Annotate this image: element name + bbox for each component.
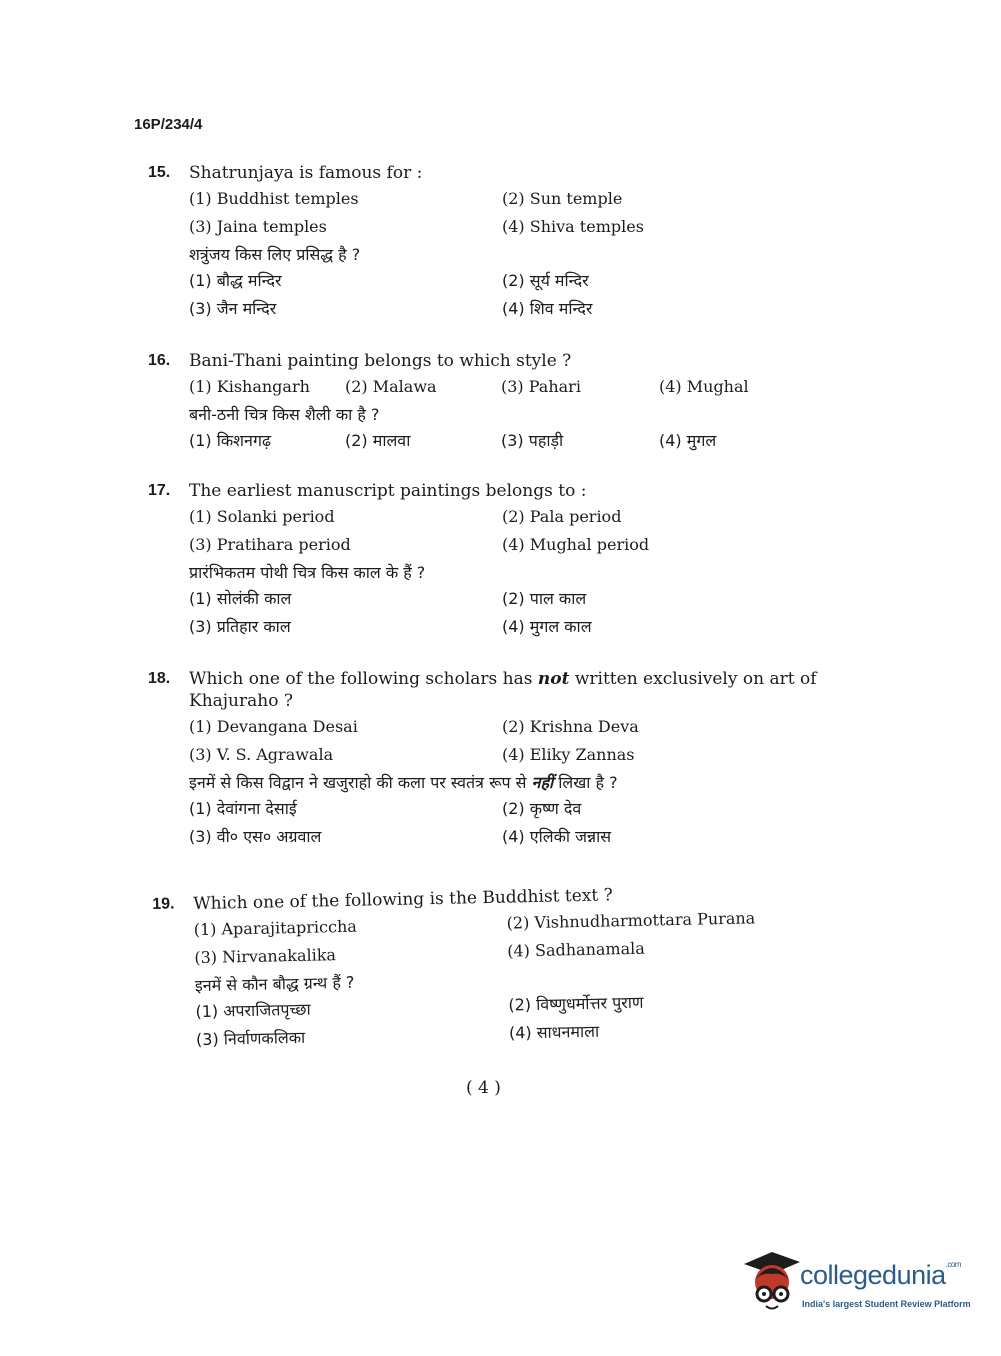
question-number: 16. <box>148 352 171 369</box>
option-4-hi: (4) एलिकी जन्नास <box>502 827 612 846</box>
question-number: 15. <box>148 164 171 181</box>
question-15 <box>148 162 818 320</box>
option-4-hi: (4) साधनमाला <box>508 1021 600 1043</box>
option-2-en: (2) Vishnudharmottara Purana <box>506 908 756 933</box>
option-3-hi: (3) प्रतिहार काल <box>189 617 291 636</box>
option-3-hi: (3) जैन मन्दिर <box>189 299 277 318</box>
option-3-en: (3) V. S. Agrawala <box>189 745 334 764</box>
question-19 <box>152 880 825 1052</box>
option-3-en: (3) Nirvanakalika <box>194 945 337 968</box>
paper-code: 16P/234/4 <box>134 116 203 133</box>
option-1-hi: (1) किशनगढ़ <box>189 431 271 450</box>
option-2-en: (2) Sun temple <box>502 189 623 208</box>
option-1-hi: (1) अपराजितपृच्छा <box>195 999 311 1022</box>
question-text-en: Which one of the following scholars has not written exclusively on art of Khajuraho ? <box>189 669 817 711</box>
option-1-en: (1) Kishangarh <box>189 377 310 396</box>
option-3-hi: (3) वी० एस० अग्रवाल <box>189 827 322 846</box>
option-3-hi: (3) पहाड़ी <box>501 431 564 450</box>
page-number: ( 4 ) <box>466 1078 501 1098</box>
option-1-hi: (1) देवांगना देसाई <box>189 799 297 818</box>
question-16 <box>148 350 818 452</box>
option-1-en: (1) Aparajitapriccha <box>193 916 358 940</box>
option-3-en: (3) Jaina temples <box>189 217 327 236</box>
question-number: 18. <box>148 670 171 687</box>
option-2-hi: (2) मालवा <box>345 431 411 450</box>
option-2-hi: (2) पाल काल <box>502 589 587 608</box>
question-text-en: Bani-Thani painting belongs to which style ? <box>189 351 572 371</box>
option-3-hi: (3) निर्वाणकलिका <box>195 1027 306 1050</box>
option-4-en: (4) Eliky Zannas <box>502 745 635 764</box>
question-text-en: The earliest manuscript paintings belongs to : <box>189 481 587 501</box>
option-2-en: (2) Pala period <box>502 507 622 526</box>
option-1-en: (1) Solanki period <box>189 507 335 526</box>
option-4-en: (4) Sadhanamala <box>507 938 645 961</box>
collegedunia-logo[interactable] <box>742 1248 971 1316</box>
option-4-en: (4) Mughal period <box>502 535 650 554</box>
option-3-en: (3) Pahari <box>501 377 581 396</box>
option-2-hi: (2) कृष्ण देव <box>502 799 582 818</box>
question-18 <box>148 668 818 848</box>
option-1-hi: (1) सोलंकी काल <box>189 589 292 608</box>
option-1-hi: (1) बौद्ध मन्दिर <box>189 271 282 290</box>
question-text-hi: इनमें से किस विद्वान ने खजुराहो की कला पर स्वतंत्र रूप से नहीं लिखा है ? <box>189 773 618 792</box>
option-3-en: (3) Pratihara period <box>189 535 351 554</box>
question-text-hi: इनमें से कौन बौद्ध ग्रन्थ हैं ? <box>194 972 355 996</box>
question-text-hi: प्रारंभिकतम पोथी चित्र किस काल के हैं ? <box>189 563 426 582</box>
option-2-hi: (2) विष्णुधर्मोत्तर पुराण <box>508 992 644 1015</box>
option-1-en: (1) Buddhist temples <box>189 189 359 208</box>
option-2-en: (2) Malawa <box>345 377 437 396</box>
question-text-hi: बनी-ठनी चित्र किस शैली का है ? <box>189 405 380 424</box>
option-1-en: (1) Devangana Desai <box>189 717 358 736</box>
option-4-en: (4) Shiva temples <box>502 217 644 236</box>
question-text-hi: शत्रुंजय किस लिए प्रसिद्ध है ? <box>189 245 361 264</box>
logo-wordmark: collegedunia$^{.com}$ <box>800 1260 961 1290</box>
option-2-hi: (2) सूर्य मन्दिर <box>502 271 589 290</box>
question-17 <box>148 480 818 638</box>
question-text-en: Which one of the following is the Buddhist text ? <box>193 885 613 915</box>
question-number: 17. <box>148 482 171 499</box>
option-4-hi: (4) शिव मन्दिर <box>502 299 593 318</box>
question-number: 19. <box>152 895 175 913</box>
option-4-hi: (4) मुगल काल <box>502 617 592 636</box>
option-4-hi: (4) मुगल <box>659 431 717 450</box>
logo-tagline: India's largest Student Review Platform <box>802 1299 971 1309</box>
option-2-en: (2) Krishna Deva <box>502 717 639 736</box>
mascot-icon <box>742 1248 802 1316</box>
option-4-en: (4) Mughal <box>659 377 749 396</box>
question-text-en: Shatrunjaya is famous for : <box>189 163 423 183</box>
